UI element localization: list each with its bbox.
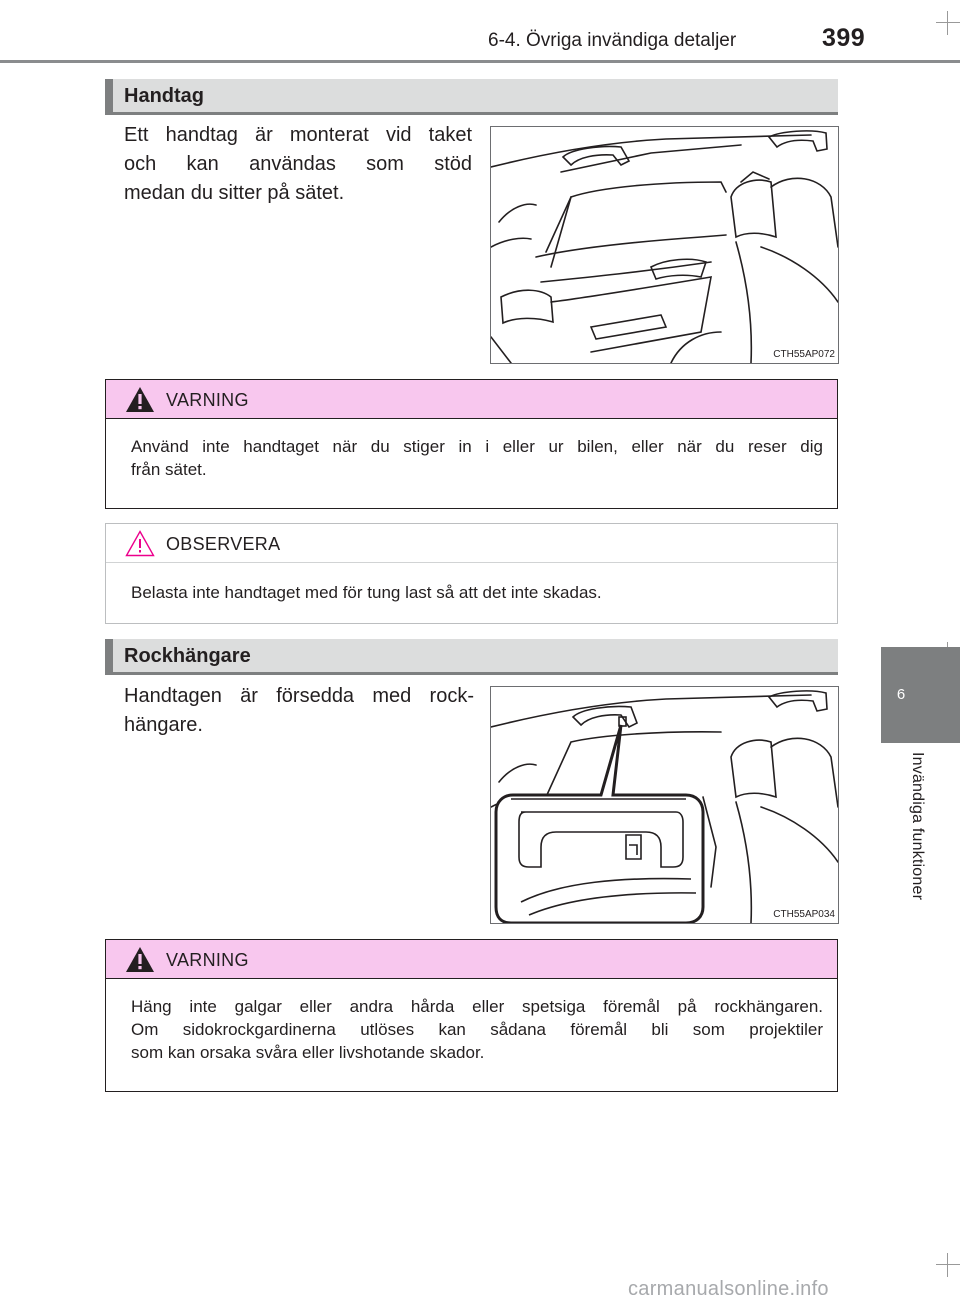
section-title: 6-4. Övriga invändiga detaljer (488, 30, 737, 51)
warning-box (105, 379, 838, 509)
figure-code: CTH55AP072 (773, 349, 835, 360)
coat-hook-drawing (491, 687, 838, 923)
warning-header (106, 940, 837, 979)
warning-header (106, 380, 837, 419)
coat-hook-illustration (490, 686, 839, 924)
warning-triangle-icon (125, 946, 155, 973)
watermark: carmanualsonline.info (628, 1278, 829, 1300)
section-heading-text: Rockhängare (124, 645, 251, 667)
caution-text: Belasta inte handtaget med för tung last så att det inte skadas. (131, 583, 602, 602)
warning-text: Använd inte handtaget när du stiger in i eller ur bilen, eller när du reser dig från sätet. (131, 437, 823, 479)
car-interior-drawing (491, 127, 838, 363)
section-heading-rockhangare (105, 639, 838, 675)
page-number: 399 (822, 24, 866, 52)
warning-triangle-icon (125, 386, 155, 413)
warning-box (105, 939, 838, 1092)
assist-grip-illustration (490, 126, 839, 364)
header-rule (0, 60, 960, 63)
warning-text: Häng inte galgar eller andra hårda eller spetsiga föremål på rockhängaren. Om sidokrockgardinerna utlöses kan sådana föremål bli som projektiler som kan orsaka svåra eller livshotande skador. (131, 997, 823, 1062)
section-heading-handtag (105, 79, 838, 115)
registration-mark-icon (936, 1253, 960, 1277)
caution-box (105, 523, 838, 624)
rockhangare-description: Handtagen är försedda med rock- hängare. (124, 685, 474, 736)
handtag-description: Ett handtag är monterat vid taket och kan användas som stöd medan du sitter på sätet. (124, 124, 472, 204)
chapter-title: Invändiga funktioner (909, 752, 926, 901)
warning-label: VARNING (166, 390, 249, 410)
caution-header (106, 524, 837, 563)
warning-label: VARNING (166, 950, 249, 970)
registration-mark-icon (936, 11, 960, 35)
figure-code: CTH55AP034 (773, 909, 835, 920)
section-heading-text: Handtag (124, 85, 204, 107)
caution-triangle-icon (125, 530, 155, 557)
caution-label: OBSERVERA (166, 534, 281, 554)
chapter-number: 6 (896, 686, 906, 703)
